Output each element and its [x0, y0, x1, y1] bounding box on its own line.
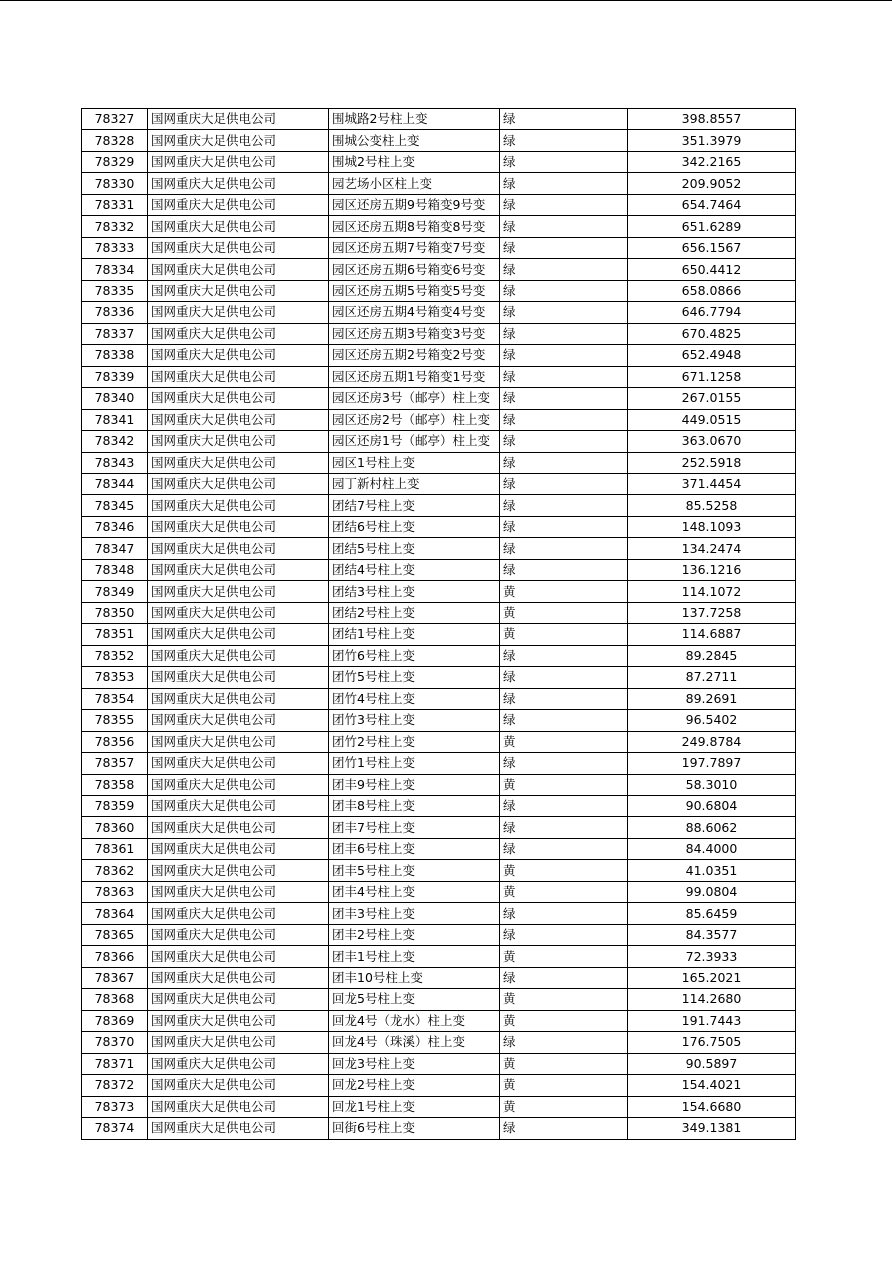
- row-id-cell: 78359: [82, 796, 148, 817]
- status-cell: 绿: [500, 516, 628, 537]
- transformer-name-cell: 团结1号柱上变: [329, 624, 500, 645]
- transformer-name-cell: 团丰6号柱上变: [329, 838, 500, 859]
- transformer-name-cell: 围城2号柱上变: [329, 151, 500, 172]
- status-cell: 绿: [500, 645, 628, 666]
- status-cell: 绿: [500, 366, 628, 387]
- status-cell: 绿: [500, 194, 628, 215]
- value-cell: 88.6062: [628, 817, 796, 838]
- transformer-name-cell: 团竹4号柱上变: [329, 688, 500, 709]
- company-cell: 国网重庆大足供电公司: [148, 989, 329, 1010]
- value-cell: 96.5402: [628, 710, 796, 731]
- status-cell: 绿: [500, 1032, 628, 1053]
- value-cell: 41.0351: [628, 860, 796, 881]
- transformer-name-cell: 园区还房五期5号箱变5号变: [329, 280, 500, 301]
- transformer-name-cell: 团丰9号柱上变: [329, 774, 500, 795]
- value-cell: 137.7258: [628, 602, 796, 623]
- value-cell: 363.0670: [628, 431, 796, 452]
- table-row: [82, 409, 796, 430]
- transformer-name-cell: 团丰4号柱上变: [329, 881, 500, 902]
- status-cell: 黄: [500, 989, 628, 1010]
- company-cell: 国网重庆大足供电公司: [148, 1118, 329, 1139]
- status-cell: 绿: [500, 409, 628, 430]
- row-id-cell: 78363: [82, 881, 148, 902]
- company-cell: 国网重庆大足供电公司: [148, 1096, 329, 1117]
- status-cell: 绿: [500, 216, 628, 237]
- company-cell: 国网重庆大足供电公司: [148, 667, 329, 688]
- value-cell: 176.7505: [628, 1032, 796, 1053]
- value-cell: 191.7443: [628, 1010, 796, 1031]
- table-row: [82, 667, 796, 688]
- status-cell: 绿: [500, 473, 628, 494]
- table-row: [82, 130, 796, 151]
- table-row: [82, 452, 796, 473]
- row-id-cell: 78343: [82, 452, 148, 473]
- status-cell: 绿: [500, 109, 628, 130]
- company-cell: 国网重庆大足供电公司: [148, 473, 329, 494]
- table-row: [82, 431, 796, 452]
- transformer-name-cell: 回龙2号柱上变: [329, 1075, 500, 1096]
- table-row: [82, 259, 796, 280]
- company-cell: 国网重庆大足供电公司: [148, 710, 329, 731]
- value-cell: 99.0804: [628, 881, 796, 902]
- company-cell: 国网重庆大足供电公司: [148, 109, 329, 130]
- company-cell: 国网重庆大足供电公司: [148, 388, 329, 409]
- status-cell: 黄: [500, 602, 628, 623]
- company-cell: 国网重庆大足供电公司: [148, 838, 329, 859]
- table-row: [82, 280, 796, 301]
- transformer-name-cell: 围城公变柱上变: [329, 130, 500, 151]
- company-cell: 国网重庆大足供电公司: [148, 967, 329, 988]
- transformer-name-cell: 园区还房五期6号箱变6号变: [329, 259, 500, 280]
- status-cell: 绿: [500, 431, 628, 452]
- table-row: [82, 645, 796, 666]
- value-cell: 134.2474: [628, 538, 796, 559]
- table-row: [82, 538, 796, 559]
- transformer-name-cell: 团丰7号柱上变: [329, 817, 500, 838]
- value-cell: 114.2680: [628, 989, 796, 1010]
- status-cell: 绿: [500, 151, 628, 172]
- transformer-name-cell: 园区还房3号（邮亭）柱上变: [329, 388, 500, 409]
- transformer-name-cell: 园区还房五期4号箱变4号变: [329, 302, 500, 323]
- company-cell: 国网重庆大足供电公司: [148, 130, 329, 151]
- table-row: [82, 881, 796, 902]
- transformer-name-cell: 回龙5号柱上变: [329, 989, 500, 1010]
- transformer-name-cell: 团竹3号柱上变: [329, 710, 500, 731]
- transformer-name-cell: 园区还房五期1号箱变1号变: [329, 366, 500, 387]
- table-row: [82, 602, 796, 623]
- value-cell: 449.0515: [628, 409, 796, 430]
- company-cell: 国网重庆大足供电公司: [148, 259, 329, 280]
- row-id-cell: 78367: [82, 967, 148, 988]
- row-id-cell: 78341: [82, 409, 148, 430]
- table-row: [82, 753, 796, 774]
- transformer-name-cell: 园区1号柱上变: [329, 452, 500, 473]
- row-id-cell: 78351: [82, 624, 148, 645]
- company-cell: 国网重庆大足供电公司: [148, 903, 329, 924]
- row-id-cell: 78371: [82, 1053, 148, 1074]
- transformer-name-cell: 团丰10号柱上变: [329, 967, 500, 988]
- row-id-cell: 78337: [82, 323, 148, 344]
- table-row: [82, 302, 796, 323]
- company-cell: 国网重庆大足供电公司: [148, 796, 329, 817]
- row-id-cell: 78370: [82, 1032, 148, 1053]
- row-id-cell: 78364: [82, 903, 148, 924]
- transformer-name-cell: 回龙4号（珠溪）柱上变: [329, 1032, 500, 1053]
- row-id-cell: 78369: [82, 1010, 148, 1031]
- row-id-cell: 78360: [82, 817, 148, 838]
- company-cell: 国网重庆大足供电公司: [148, 645, 329, 666]
- company-cell: 国网重庆大足供电公司: [148, 366, 329, 387]
- company-cell: 国网重庆大足供电公司: [148, 538, 329, 559]
- row-id-cell: 78347: [82, 538, 148, 559]
- value-cell: 670.4825: [628, 323, 796, 344]
- table-row: [82, 688, 796, 709]
- row-id-cell: 78344: [82, 473, 148, 494]
- row-id-cell: 78345: [82, 495, 148, 516]
- status-cell: 绿: [500, 753, 628, 774]
- status-cell: 绿: [500, 259, 628, 280]
- transformer-name-cell: 围城路2号柱上变: [329, 109, 500, 130]
- table-row: [82, 710, 796, 731]
- status-cell: 绿: [500, 538, 628, 559]
- company-cell: 国网重庆大足供电公司: [148, 774, 329, 795]
- transformer-name-cell: 园区还房五期2号箱变2号变: [329, 345, 500, 366]
- page-top-border: [0, 0, 892, 1]
- row-id-cell: 78330: [82, 173, 148, 194]
- table-row: [82, 624, 796, 645]
- transformer-name-cell: 园区还房2号（邮亭）柱上变: [329, 409, 500, 430]
- row-id-cell: 78362: [82, 860, 148, 881]
- value-cell: 252.5918: [628, 452, 796, 473]
- transformer-name-cell: 园区还房五期3号箱变3号变: [329, 323, 500, 344]
- status-cell: 绿: [500, 345, 628, 366]
- transformer-name-cell: 团丰1号柱上变: [329, 946, 500, 967]
- row-id-cell: 78356: [82, 731, 148, 752]
- table-row: [82, 817, 796, 838]
- value-cell: 656.1567: [628, 237, 796, 258]
- status-cell: 黄: [500, 1010, 628, 1031]
- transformer-name-cell: 团丰8号柱上变: [329, 796, 500, 817]
- table-row: [82, 345, 796, 366]
- row-id-cell: 78366: [82, 946, 148, 967]
- status-cell: 绿: [500, 559, 628, 580]
- status-cell: 黄: [500, 1096, 628, 1117]
- status-cell: 黄: [500, 774, 628, 795]
- row-id-cell: 78339: [82, 366, 148, 387]
- value-cell: 398.8557: [628, 109, 796, 130]
- status-cell: 绿: [500, 280, 628, 301]
- status-cell: 绿: [500, 796, 628, 817]
- company-cell: 国网重庆大足供电公司: [148, 860, 329, 881]
- value-cell: 650.4412: [628, 259, 796, 280]
- value-cell: 90.5897: [628, 1053, 796, 1074]
- company-cell: 国网重庆大足供电公司: [148, 817, 329, 838]
- table-row: [82, 581, 796, 602]
- transformer-name-cell: 园丁新村柱上变: [329, 473, 500, 494]
- table-row: [82, 731, 796, 752]
- status-cell: 绿: [500, 452, 628, 473]
- status-cell: 绿: [500, 924, 628, 945]
- value-cell: 87.2711: [628, 667, 796, 688]
- row-id-cell: 78352: [82, 645, 148, 666]
- company-cell: 国网重庆大足供电公司: [148, 1010, 329, 1031]
- status-cell: 黄: [500, 581, 628, 602]
- status-cell: 绿: [500, 237, 628, 258]
- table-row: [82, 989, 796, 1010]
- table-row: [82, 1053, 796, 1074]
- table-row: [82, 173, 796, 194]
- transformer-name-cell: 团结5号柱上变: [329, 538, 500, 559]
- value-cell: 342.2165: [628, 151, 796, 172]
- company-cell: 国网重庆大足供电公司: [148, 602, 329, 623]
- company-cell: 国网重庆大足供电公司: [148, 1053, 329, 1074]
- row-id-cell: 78361: [82, 838, 148, 859]
- company-cell: 国网重庆大足供电公司: [148, 516, 329, 537]
- row-id-cell: 78336: [82, 302, 148, 323]
- row-id-cell: 78354: [82, 688, 148, 709]
- value-cell: 646.7794: [628, 302, 796, 323]
- status-cell: 黄: [500, 860, 628, 881]
- value-cell: 85.5258: [628, 495, 796, 516]
- transformer-name-cell: 团结6号柱上变: [329, 516, 500, 537]
- value-cell: 85.6459: [628, 903, 796, 924]
- value-cell: 658.0866: [628, 280, 796, 301]
- value-cell: 148.1093: [628, 516, 796, 537]
- row-id-cell: 78332: [82, 216, 148, 237]
- company-cell: 国网重庆大足供电公司: [148, 452, 329, 473]
- table-row: [82, 1096, 796, 1117]
- status-cell: 绿: [500, 817, 628, 838]
- transformer-name-cell: 团竹1号柱上变: [329, 753, 500, 774]
- table-row: [82, 838, 796, 859]
- company-cell: 国网重庆大足供电公司: [148, 753, 329, 774]
- transformer-name-cell: 回龙1号柱上变: [329, 1096, 500, 1117]
- value-cell: 671.1258: [628, 366, 796, 387]
- company-cell: 国网重庆大足供电公司: [148, 302, 329, 323]
- row-id-cell: 78350: [82, 602, 148, 623]
- company-cell: 国网重庆大足供电公司: [148, 151, 329, 172]
- status-cell: 黄: [500, 1053, 628, 1074]
- row-id-cell: 78355: [82, 710, 148, 731]
- transformer-name-cell: 园区还房五期7号箱变7号变: [329, 237, 500, 258]
- table-row: [82, 1032, 796, 1053]
- transformer-name-cell: 团竹2号柱上变: [329, 731, 500, 752]
- company-cell: 国网重庆大足供电公司: [148, 881, 329, 902]
- row-id-cell: 78333: [82, 237, 148, 258]
- company-cell: 国网重庆大足供电公司: [148, 1032, 329, 1053]
- status-cell: 绿: [500, 667, 628, 688]
- value-cell: 652.4948: [628, 345, 796, 366]
- table-row: [82, 151, 796, 172]
- row-id-cell: 78331: [82, 194, 148, 215]
- value-cell: 114.6887: [628, 624, 796, 645]
- table-row: [82, 1010, 796, 1031]
- row-id-cell: 78365: [82, 924, 148, 945]
- transformer-table: [81, 108, 796, 1140]
- company-cell: 国网重庆大足供电公司: [148, 216, 329, 237]
- company-cell: 国网重庆大足供电公司: [148, 559, 329, 580]
- value-cell: 351.3979: [628, 130, 796, 151]
- company-cell: 国网重庆大足供电公司: [148, 946, 329, 967]
- transformer-name-cell: 回街6号柱上变: [329, 1118, 500, 1139]
- status-cell: 黄: [500, 946, 628, 967]
- table-row: [82, 495, 796, 516]
- status-cell: 绿: [500, 130, 628, 151]
- company-cell: 国网重庆大足供电公司: [148, 345, 329, 366]
- transformer-name-cell: 团竹5号柱上变: [329, 667, 500, 688]
- transformer-name-cell: 园区还房五期8号箱变8号变: [329, 216, 500, 237]
- value-cell: 209.9052: [628, 173, 796, 194]
- value-cell: 84.3577: [628, 924, 796, 945]
- row-id-cell: 78328: [82, 130, 148, 151]
- status-cell: 绿: [500, 710, 628, 731]
- row-id-cell: 78348: [82, 559, 148, 580]
- company-cell: 国网重庆大足供电公司: [148, 688, 329, 709]
- status-cell: 黄: [500, 1075, 628, 1096]
- status-cell: 绿: [500, 688, 628, 709]
- value-cell: 654.7464: [628, 194, 796, 215]
- table-row: [82, 924, 796, 945]
- table-row: [82, 1118, 796, 1139]
- row-id-cell: 78353: [82, 667, 148, 688]
- row-id-cell: 78346: [82, 516, 148, 537]
- row-id-cell: 78368: [82, 989, 148, 1010]
- status-cell: 绿: [500, 903, 628, 924]
- company-cell: 国网重庆大足供电公司: [148, 280, 329, 301]
- transformer-name-cell: 团结7号柱上变: [329, 495, 500, 516]
- status-cell: 绿: [500, 1118, 628, 1139]
- table-row: [82, 559, 796, 580]
- table-row: [82, 1075, 796, 1096]
- value-cell: 90.6804: [628, 796, 796, 817]
- company-cell: 国网重庆大足供电公司: [148, 431, 329, 452]
- table-row: [82, 903, 796, 924]
- row-id-cell: 78357: [82, 753, 148, 774]
- value-cell: 651.6289: [628, 216, 796, 237]
- table-row: [82, 109, 796, 130]
- company-cell: 国网重庆大足供电公司: [148, 409, 329, 430]
- row-id-cell: 78335: [82, 280, 148, 301]
- row-id-cell: 78327: [82, 109, 148, 130]
- status-cell: 绿: [500, 302, 628, 323]
- value-cell: 72.3933: [628, 946, 796, 967]
- value-cell: 114.1072: [628, 581, 796, 602]
- status-cell: 黄: [500, 881, 628, 902]
- transformer-name-cell: 团竹6号柱上变: [329, 645, 500, 666]
- company-cell: 国网重庆大足供电公司: [148, 581, 329, 602]
- table-row: [82, 194, 796, 215]
- row-id-cell: 78342: [82, 431, 148, 452]
- row-id-cell: 78338: [82, 345, 148, 366]
- table-row: [82, 388, 796, 409]
- row-id-cell: 78374: [82, 1118, 148, 1139]
- status-cell: 黄: [500, 731, 628, 752]
- row-id-cell: 78349: [82, 581, 148, 602]
- company-cell: 国网重庆大足供电公司: [148, 924, 329, 945]
- row-id-cell: 78340: [82, 388, 148, 409]
- value-cell: 165.2021: [628, 967, 796, 988]
- company-cell: 国网重庆大足供电公司: [148, 1075, 329, 1096]
- table-row: [82, 516, 796, 537]
- table-row: [82, 237, 796, 258]
- company-cell: 国网重庆大足供电公司: [148, 237, 329, 258]
- transformer-name-cell: 团丰3号柱上变: [329, 903, 500, 924]
- transformer-name-cell: 团结2号柱上变: [329, 602, 500, 623]
- transformer-name-cell: 团结3号柱上变: [329, 581, 500, 602]
- transformer-name-cell: 园艺场小区柱上变: [329, 173, 500, 194]
- row-id-cell: 78329: [82, 151, 148, 172]
- value-cell: 197.7897: [628, 753, 796, 774]
- company-cell: 国网重庆大足供电公司: [148, 173, 329, 194]
- value-cell: 58.3010: [628, 774, 796, 795]
- table-row: [82, 216, 796, 237]
- row-id-cell: 78334: [82, 259, 148, 280]
- status-cell: 绿: [500, 495, 628, 516]
- value-cell: 267.0155: [628, 388, 796, 409]
- value-cell: 371.4454: [628, 473, 796, 494]
- table-row: [82, 473, 796, 494]
- company-cell: 国网重庆大足供电公司: [148, 323, 329, 344]
- value-cell: 136.1216: [628, 559, 796, 580]
- transformer-name-cell: 团丰5号柱上变: [329, 860, 500, 881]
- company-cell: 国网重庆大足供电公司: [148, 731, 329, 752]
- table-row: [82, 323, 796, 344]
- row-id-cell: 78358: [82, 774, 148, 795]
- value-cell: 84.4000: [628, 838, 796, 859]
- company-cell: 国网重庆大足供电公司: [148, 194, 329, 215]
- transformer-name-cell: 回龙4号（龙水）柱上变: [329, 1010, 500, 1031]
- value-cell: 89.2845: [628, 645, 796, 666]
- status-cell: 绿: [500, 838, 628, 859]
- row-id-cell: 78373: [82, 1096, 148, 1117]
- status-cell: 绿: [500, 388, 628, 409]
- status-cell: 绿: [500, 323, 628, 344]
- transformer-name-cell: 团结4号柱上变: [329, 559, 500, 580]
- transformer-name-cell: 回龙3号柱上变: [329, 1053, 500, 1074]
- table-row: [82, 796, 796, 817]
- status-cell: 绿: [500, 173, 628, 194]
- row-id-cell: 78372: [82, 1075, 148, 1096]
- transformer-name-cell: 园区还房五期9号箱变9号变: [329, 194, 500, 215]
- transformer-name-cell: 团丰2号柱上变: [329, 924, 500, 945]
- status-cell: 绿: [500, 967, 628, 988]
- value-cell: 89.2691: [628, 688, 796, 709]
- table-row: [82, 946, 796, 967]
- value-cell: 249.8784: [628, 731, 796, 752]
- value-cell: 349.1381: [628, 1118, 796, 1139]
- status-cell: 黄: [500, 624, 628, 645]
- table-row: [82, 774, 796, 795]
- transformer-name-cell: 园区还房1号（邮亭）柱上变: [329, 431, 500, 452]
- table-row: [82, 860, 796, 881]
- value-cell: 154.6680: [628, 1096, 796, 1117]
- table-body: [82, 109, 796, 1140]
- value-cell: 154.4021: [628, 1075, 796, 1096]
- table-row: [82, 366, 796, 387]
- company-cell: 国网重庆大足供电公司: [148, 495, 329, 516]
- company-cell: 国网重庆大足供电公司: [148, 624, 329, 645]
- table-row: [82, 967, 796, 988]
